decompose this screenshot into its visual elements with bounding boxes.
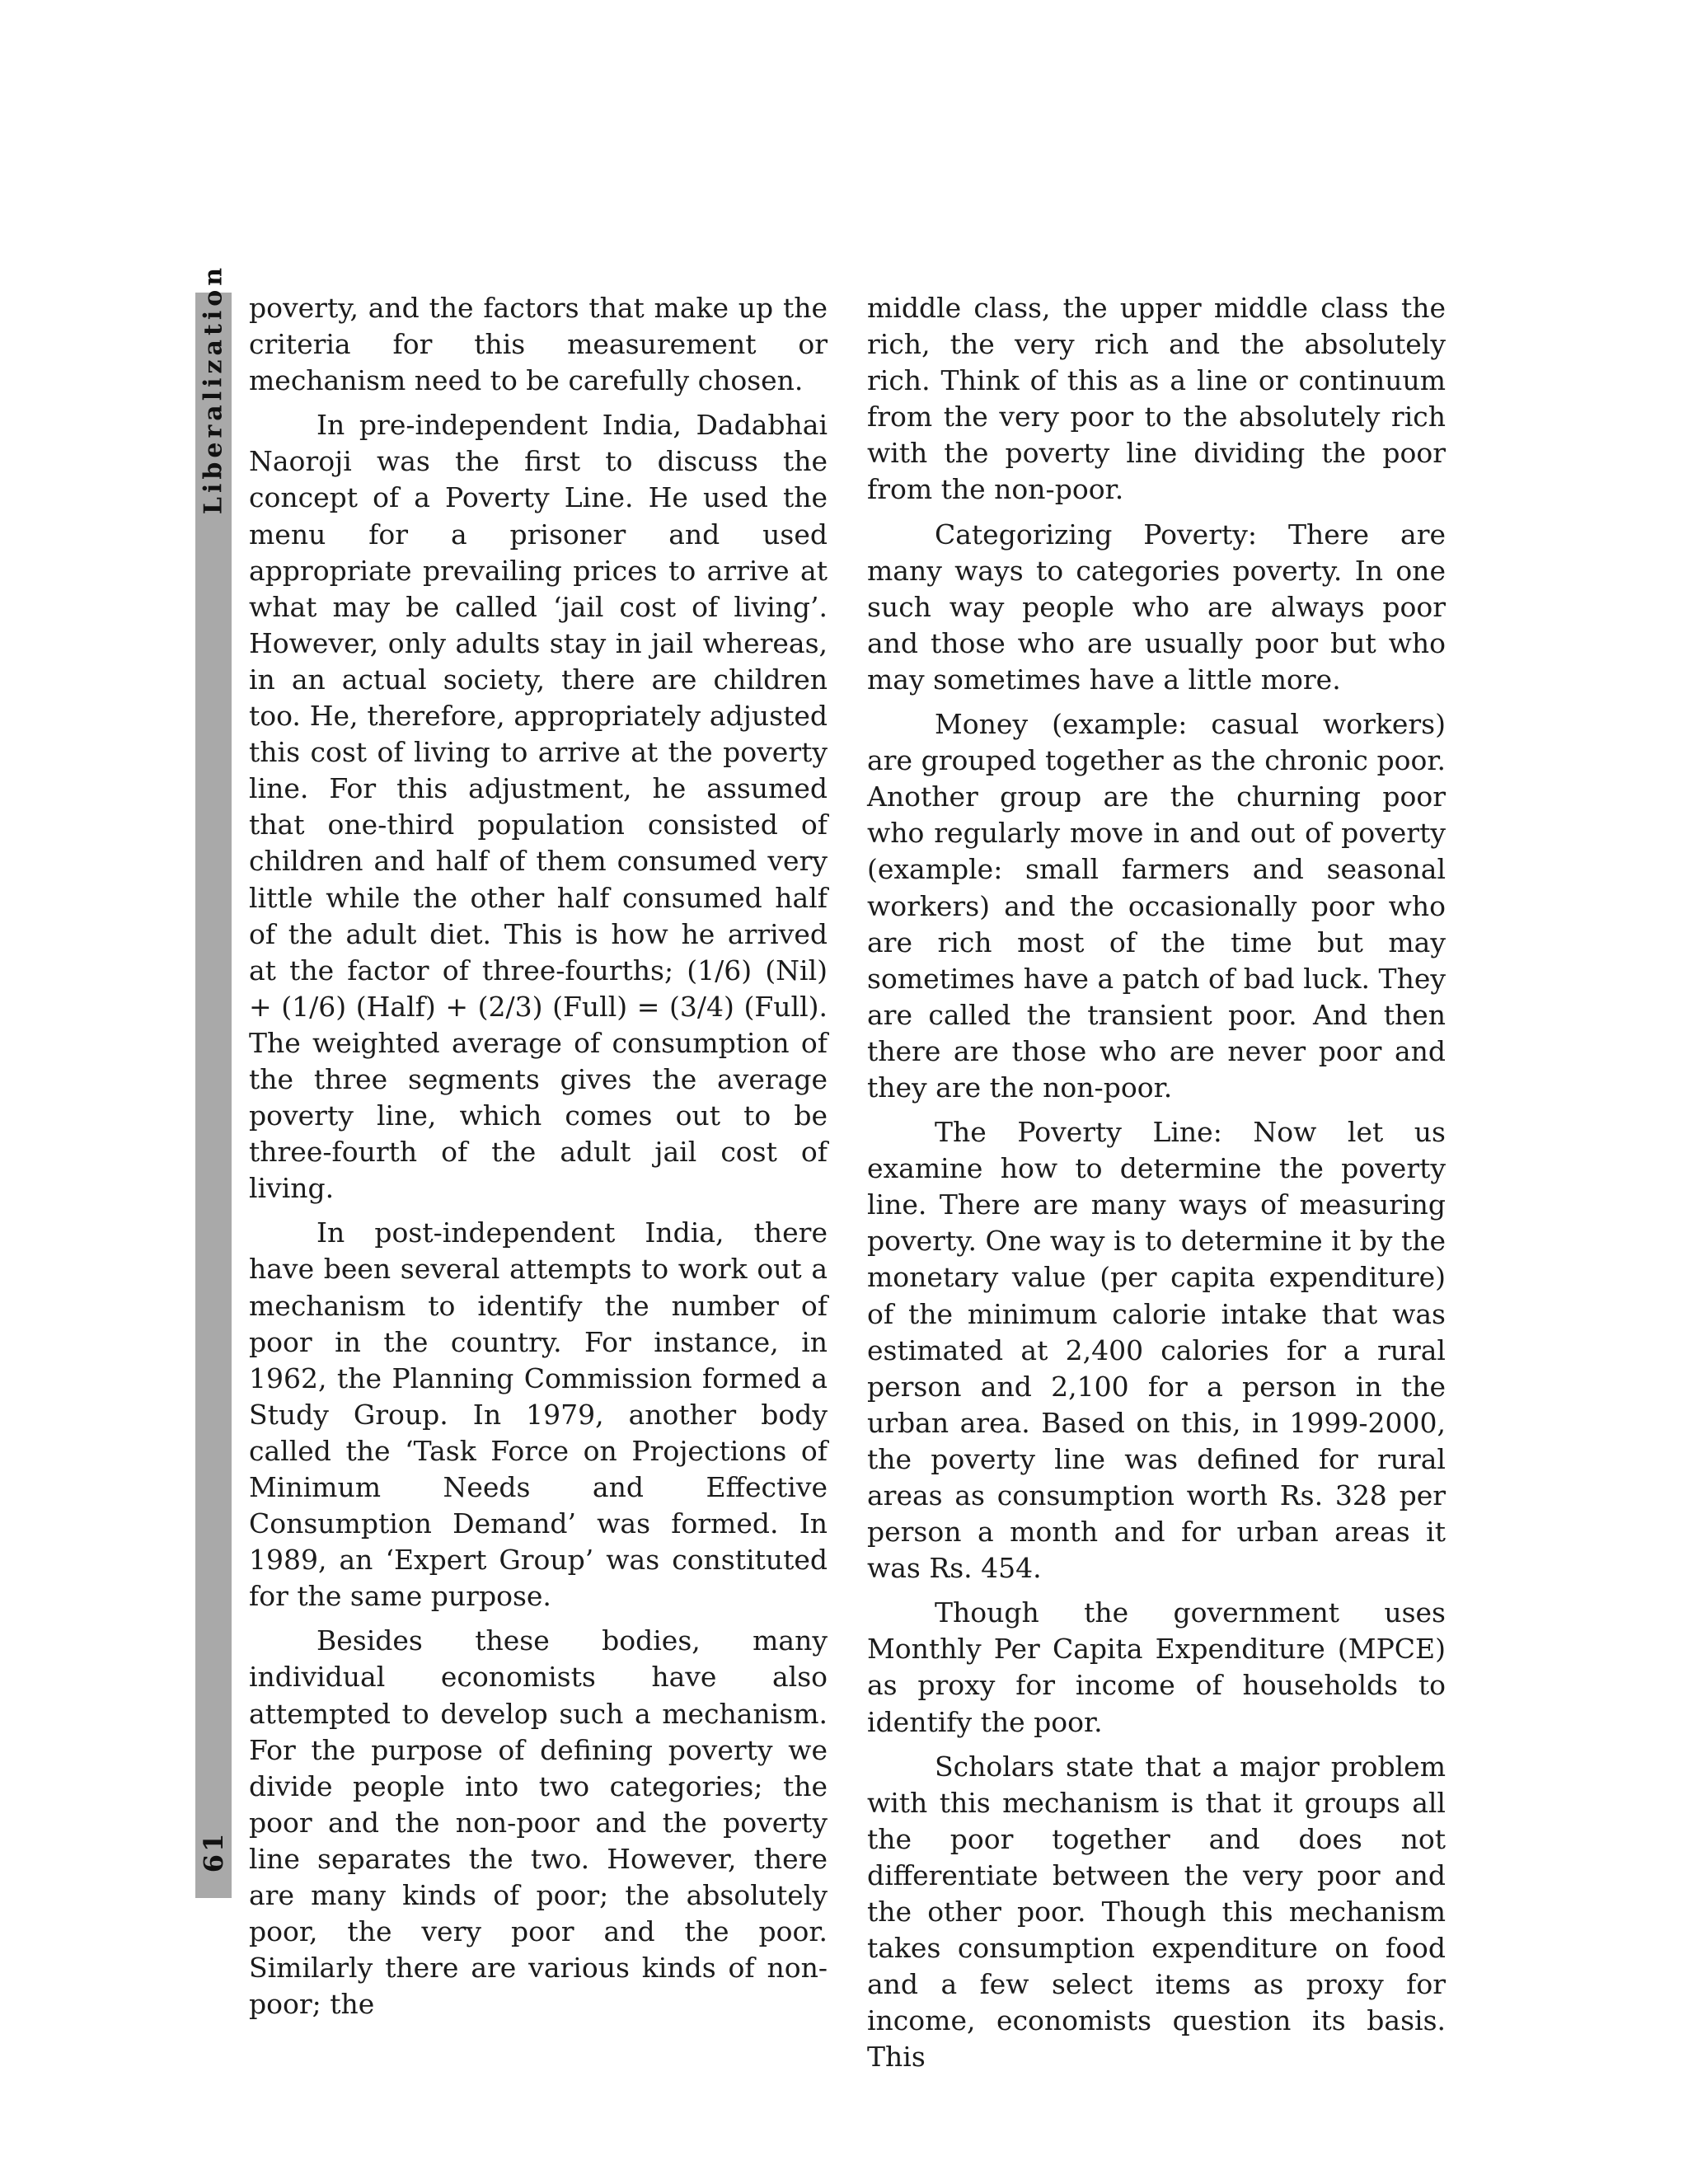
paragraph: In pre-independent India, Dadabhai Naoroji was the first to discuss the concept of a Poverty Line. He used the menu for a prisoner and used appropriate prevailing prices to arrive at what may be called ‘jail cost of living’. However, only adults stay in jail whereas, in an actual society, there are children too. He, therefore, appropriately adjusted this cost of living to arrive at the poverty line. For this adjustment, he assumed that one-third population consisted of children and half of them consumed very little while the other half consumed half of the adult diet. This is how he arrived at the factor of three-fourths; (1/6) (Nil) + (1/6) (Half) + (2/3) (Full) = (3/4) (Full). The weighted average of consumption of the three segments gives the average poverty line, which comes out to be three-fourth of the adult jail cost of living.	[249, 409, 828, 1205]
paragraph: middle class, the upper middle class the rich, the very rich and the absolutely rich. Think of this as a line or continuum from the very poor to the absolutely rich with the poverty line dividing the poor from the non-poor.	[867, 292, 1446, 506]
margin-bar	[195, 293, 232, 1898]
paragraph: Besides these bodies, many individual economists have also attempted to develop such a mechanism. For the purpose of defining poverty we divide people into two categories; the poor and the non-poor and the poverty line separates the two. However, there are many kinds of poor; the absolutely poor, the very poor and the poor. Similarly there are various kinds of non-poor; the	[249, 1624, 828, 2021]
paragraph: Money (example: casual workers) are grouped together as the chronic poor. Another group are the churning poor who regularly move in and out of poverty (example: small farmers and seasonal workers) and the occasionally poor who are rich most of the time but may sometimes have a patch of bad luck. They are called the transient poor. And then there are those who are never poor and they are the non-poor.	[867, 708, 1446, 1104]
paragraph: Scholars state that a major problem with this mechanism is that it groups all the poor together and does not differentiate between the very poor and the other poor. Though this mechanism takes consumption expenditure on food and a few select items as proxy for income, economists question its basis. This	[867, 1750, 1446, 2074]
page-number: 61	[198, 1830, 229, 1873]
paragraph: The Poverty Line: Now let us examine how to determine the poverty line. There are many ways of measuring poverty. One way is to determine it by the monetary value (per capita expenditure) of the minimum calorie intake that was estimated at 2,400 calories for a rural person and 2,100 for a person in the urban area. Based on this, in 1999-2000, the poverty line was defined for rural areas as consumption worth Rs. 328 per person a month and for urban areas it was Rs. 454.	[867, 1116, 1446, 1585]
paragraph: poverty, and the factors that make up the criteria for this measurement or mechanism need to be carefully chosen.	[249, 292, 828, 397]
left-column	[249, 290, 828, 2031]
running-head: Liberalization	[199, 263, 228, 515]
paragraph: Categorizing Poverty: There are many ways to categories poverty. In one such way people who are always poor and those who are usually poor but who may sometimes have a little more.	[867, 518, 1446, 696]
right-column	[867, 290, 1446, 2084]
paragraph: Though the government uses Monthly Per Capita Expenditure (MPCE) as proxy for income of households to identify the poor.	[867, 1596, 1446, 1738]
paragraph: In post-independent India, there have been several attempts to work out a mechanism to identify the number of poor in the country. For instance, in 1962, the Planning Commission formed a Study Group. In 1979, another body called the ‘Task Force on Projections of Minimum Needs and Effective Consumption Demand’ was formed. In 1989, an ‘Expert Group’ was constituted for the same purpose.	[249, 1216, 828, 1613]
